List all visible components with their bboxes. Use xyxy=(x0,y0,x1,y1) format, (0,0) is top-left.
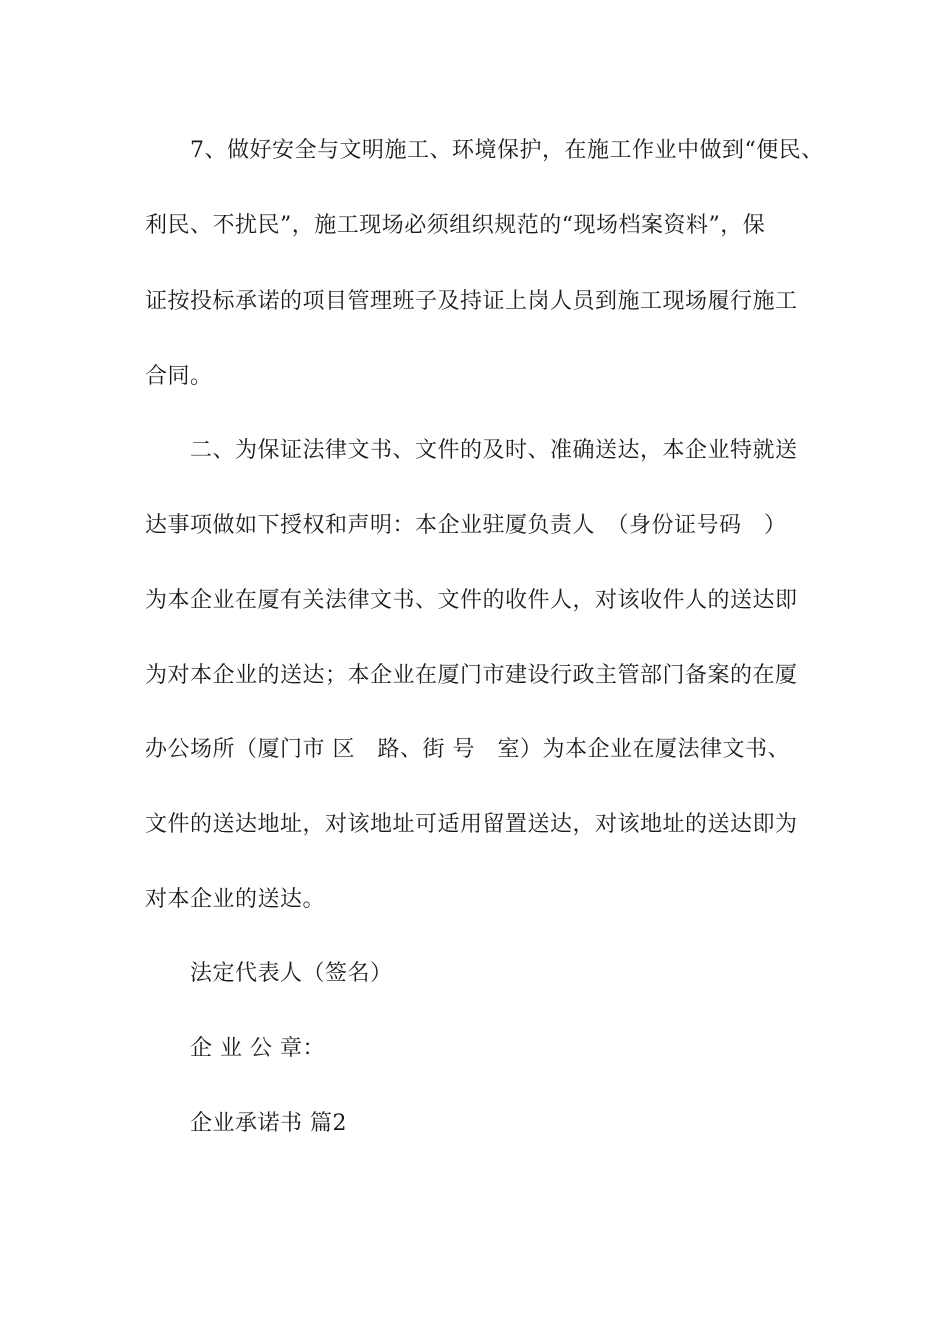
paragraph-2-line-2: 达事项做如下授权和声明：本企业驻厦负责人 （身份证号码 ） xyxy=(145,513,787,538)
paragraph-2-line-1: 二、为保证法律文书、文件的及时、准确送达，本企业特就送 xyxy=(190,438,798,463)
paragraph-2-line-4: 为对本企业的送达；本企业在厦门市建设行政主管部门备案的在厦 xyxy=(145,663,798,688)
paragraph-1-line-2: 利民、不扰民”，施工现场必须组织规范的“现场档案资料”，保 xyxy=(145,213,766,238)
paragraph-2-line-6: 文件的送达地址，对该地址可适用留置送达，对该地址的送达即为 xyxy=(145,812,798,837)
paragraph-1-line-3: 证按投标承诺的项目管理班子及持证上岗人员到施工现场履行施工 xyxy=(145,289,798,314)
company-seal-label: 企 业 公 章： xyxy=(190,1036,325,1061)
signature-legal-representative: 法定代表人（签名） xyxy=(190,961,393,986)
paragraph-2-line-3: 为本企业在厦有关法律文书、文件的收件人，对该收件人的送达即 xyxy=(145,588,798,613)
paragraph-2-line-5: 办公场所（厦门市 区 路、街 号 室）为本企业在厦法律文书、 xyxy=(145,737,790,762)
paragraph-1-line-1: 7、做好安全与文明施工、环境保护，在施工作业中做到“便民、 xyxy=(190,138,824,163)
paragraph-2-line-7: 对本企业的送达。 xyxy=(145,887,326,912)
section-heading: 企业承诺书 篇2 xyxy=(190,1111,347,1136)
paragraph-1-line-4: 合同。 xyxy=(145,364,213,389)
